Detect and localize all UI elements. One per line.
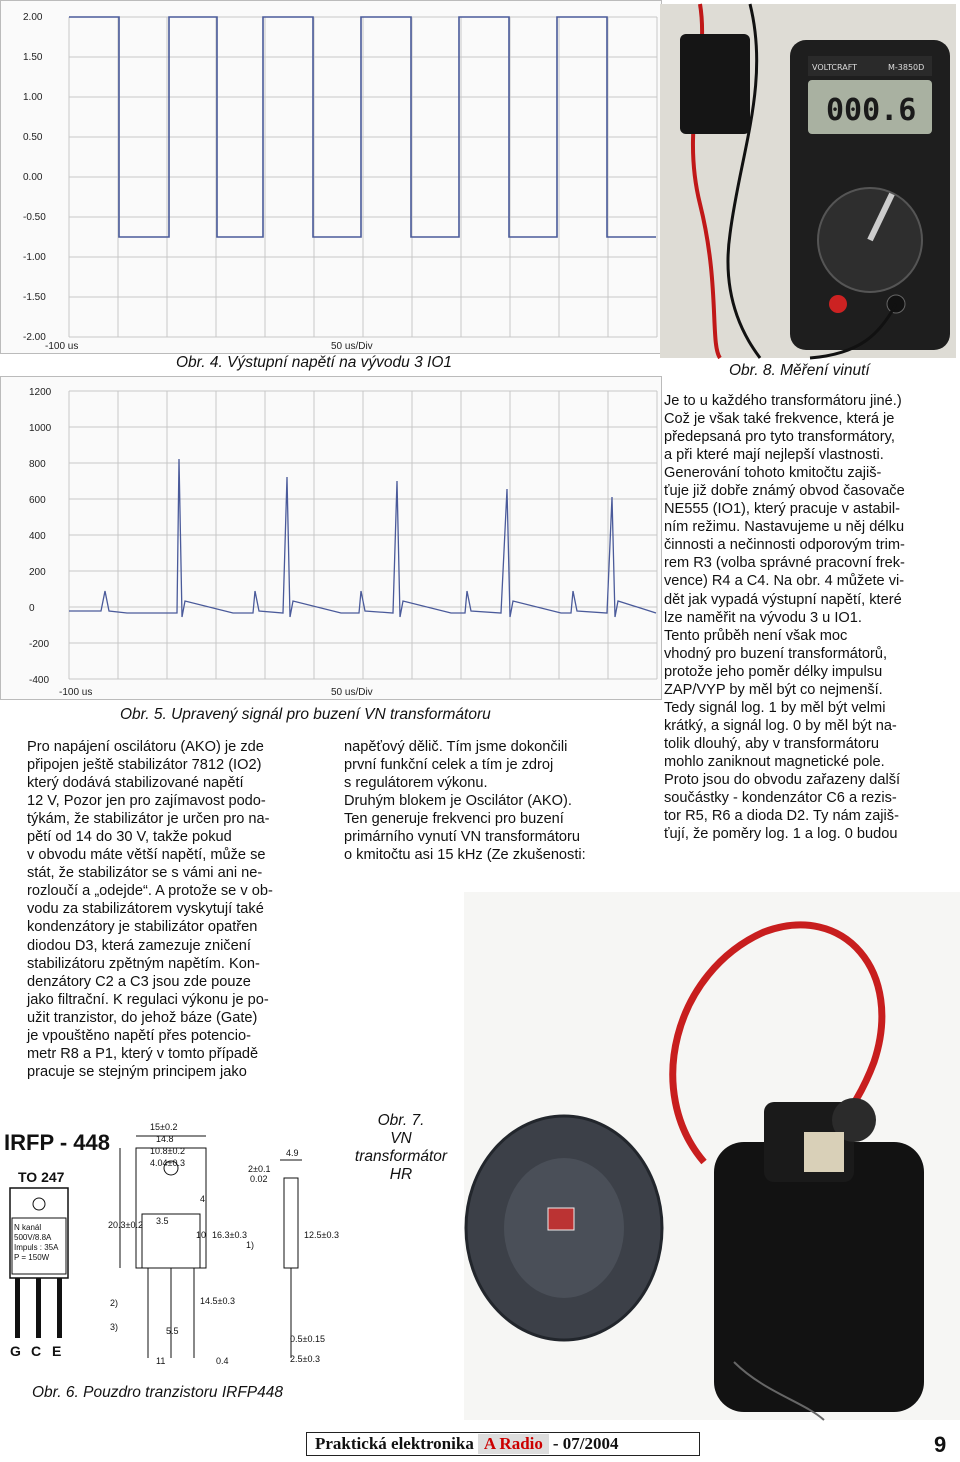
y-tick: -0.50 — [23, 212, 46, 223]
y-tick-labels — [29, 387, 52, 686]
figure-8-photo — [660, 4, 956, 358]
figure-6-caption: Obr. 6. Pouzdro tranzistoru IRFP448 — [32, 1384, 283, 1401]
spec-line: 500V/8.8A — [14, 1233, 52, 1242]
y-tick: 2.00 — [23, 12, 43, 23]
meter-model: M-3850D — [888, 63, 925, 72]
text-column-middle: napěťový dělič. Tím jsme dokončili první funkční celek a tím je zdroj s regulátorem výkonu. Druhým blokem je Oscilátor (AKO). Ten generuje frekvenci pro buzení primárního vynutí VN transformátoru o kmitočtu asi 15 kHz (Ze zkušenosti: — [344, 739, 586, 864]
y-tick: 1.50 — [23, 52, 43, 63]
figure-4-caption: Obr. 4. Výstupní napětí na vývodu 3 IO1 — [176, 354, 453, 371]
y-tick: 400 — [29, 531, 46, 542]
figure-5-oscilloscope — [0, 376, 662, 700]
figure-5-caption: Obr. 5. Upravený signál pro buzení VN transformátoru — [120, 706, 491, 723]
pin-label: G — [10, 1343, 21, 1359]
dimension-label: 4.9 — [286, 1148, 299, 1158]
scope-grid — [69, 391, 657, 679]
magazine-name: Praktická elektronika — [315, 1434, 474, 1453]
y-tick: 1000 — [29, 423, 52, 434]
meter-brand: VOLTCRAFT — [812, 63, 858, 72]
dimension-label: 3.5 — [156, 1216, 169, 1226]
y-tick: 1.00 — [23, 92, 43, 103]
caption-line: VN — [390, 1130, 412, 1147]
figure-4-oscilloscope — [0, 0, 662, 354]
y-tick: -400 — [29, 675, 50, 686]
dimension-label: 5.5 — [166, 1326, 179, 1336]
spec-line: P = 150W — [14, 1253, 50, 1262]
meter-reading: 000.6 — [826, 93, 917, 128]
issue-number: - 07/2004 — [552, 1434, 619, 1453]
y-tick: -1.00 — [23, 252, 46, 263]
magazine-name-suffix: A Radio — [478, 1434, 549, 1454]
text-column-right: Je to u každého transformátoru jiné.) Což je však také frekvence, která je předepsaná pro tyto transformátory, a při které mají nejlepší vlastnosti. Generování tohoto kmitočtu zajiš- ťuje již dobře známý obvod časovače NE555 (IO1), který pracuje v astabil- ním režimu. Nastavujeme u něj délku činnosti a nečinnosti odporovým trim- rem R3 (volba správné pracovní frek- vence) R4 a C4. Na obr. 4 můžete vi- dět jak vypadá výstupní napětí, které lze naměřit na vývodu 3 u IO1. Tento průběh není však moc vhodný pro buzení transformátorů, protože jeho poměr délky impulsu ZAP/VYP by měl být co nejmenší. Tedy signál log. 1 by měl být velmi krátký, a signál log. 0 by měl být na- tolik dlouhý, aby v transformátoru mohlo zaniknout magnetické pole. Proto jsou do obvodu zařazeny další součástky - kondenzátor C6 a rezis- tor R5, R6 a dioda D2. Ty nám zajiš- ťují, že poměry log. 1 a log. 0 budou — [664, 393, 905, 843]
dimension-label: 4.04±0.3 — [150, 1158, 185, 1168]
spec-line: Impuls : 35A — [14, 1243, 59, 1252]
spec-line: N kanál — [14, 1223, 42, 1232]
y-tick: 600 — [29, 495, 46, 506]
package-title: IRFP - 448 — [4, 1130, 110, 1155]
text-column-left: Pro napájení oscilátoru (AKO) je zde připojen ještě stabilizátor 7812 (IO2) který dodává stabilizované napětí 12 V, Pozor jen pro zajímavost podo- týkám, že stabilizátor je určen pro na- pětí od 14 do 30 V, takže pokud v obvodu máte větší napětí, může se stát, že stabilizátor se s vámi ani ne- rozloučí a „odejde“. A protože se v ob- vodu za stabilizátorem vyskytují také kondenzátory je stabilizátor opatřen diodou D3, která zamezuje zničení stabilizátoru zpětným napětím. Kon- denzátory C2 a C3 jsou zde pouze jako filtrační. K regulaci výkonu je po- užit tranzistor, do jehož báze (Gate) je vpouštěno napětí přes potencio- metr R8 a P1, který v tomto případě pracuje se stejným principem jako — [27, 739, 273, 1080]
figure-7-caption — [346, 1112, 456, 1184]
y-tick: -2.00 — [23, 332, 46, 343]
pin-label: E — [52, 1343, 62, 1359]
dimension-label: 12.5±0.3 — [304, 1230, 339, 1240]
x-left-label: -100 us — [59, 687, 93, 698]
dimension-label: 2.5±0.3 — [290, 1354, 320, 1364]
dimension-label: 1) — [246, 1240, 255, 1250]
dimension-label: 14.8 — [156, 1134, 174, 1144]
dimension-label: 10.8±0.2 — [150, 1146, 185, 1156]
figure-7-photo — [464, 892, 960, 1420]
dimension-label: 2±0.1 — [248, 1164, 271, 1174]
dimension-label: 0.5±0.15 — [290, 1334, 325, 1344]
caption-line: Obr. 7. — [377, 1112, 425, 1129]
dimension-label: 3) — [110, 1322, 119, 1332]
dimension-label: 15±0.2 — [150, 1122, 178, 1132]
y-tick: 800 — [29, 459, 46, 470]
y-tick: 0.50 — [23, 132, 43, 143]
dimension-label: 4 — [200, 1194, 206, 1204]
dimension-label: 16.3±0.3 — [212, 1230, 247, 1240]
page-number: 9 — [934, 1432, 947, 1457]
scope-grid — [69, 17, 657, 337]
footer-magazine-banner — [306, 1432, 700, 1456]
dimension-label: 20.3±0.2 — [108, 1220, 143, 1230]
y-tick: -1.50 — [23, 292, 46, 303]
dimension-label: 14.5±0.3 — [200, 1296, 235, 1306]
figure-8-caption: Obr. 8. Měření vinutí — [729, 362, 870, 379]
y-tick: -200 — [29, 639, 50, 650]
y-tick-labels — [23, 12, 46, 343]
y-tick: 0.00 — [23, 172, 43, 183]
caption-line: HR — [389, 1166, 413, 1183]
x-left-label: -100 us — [45, 341, 79, 352]
dimension-label: 0.4 — [216, 1356, 229, 1366]
transformer-icon — [680, 34, 750, 134]
y-tick: 200 — [29, 567, 46, 578]
figure-6-package-drawing — [0, 1118, 339, 1380]
dimension-label: 2) — [110, 1298, 119, 1308]
x-div-label: 50 us/Div — [331, 341, 373, 352]
x-div-label: 50 us/Div — [331, 687, 373, 698]
dimension-label: 0.02 — [250, 1174, 268, 1184]
dimension-label: 11 — [156, 1356, 166, 1366]
pin-label: C — [31, 1343, 42, 1359]
y-tick: 1200 — [29, 387, 52, 398]
package-type: TO 247 — [18, 1169, 65, 1185]
y-tick: 0 — [29, 603, 35, 614]
caption-line: transformátor — [354, 1148, 448, 1165]
dimension-label: 10 — [196, 1230, 207, 1240]
